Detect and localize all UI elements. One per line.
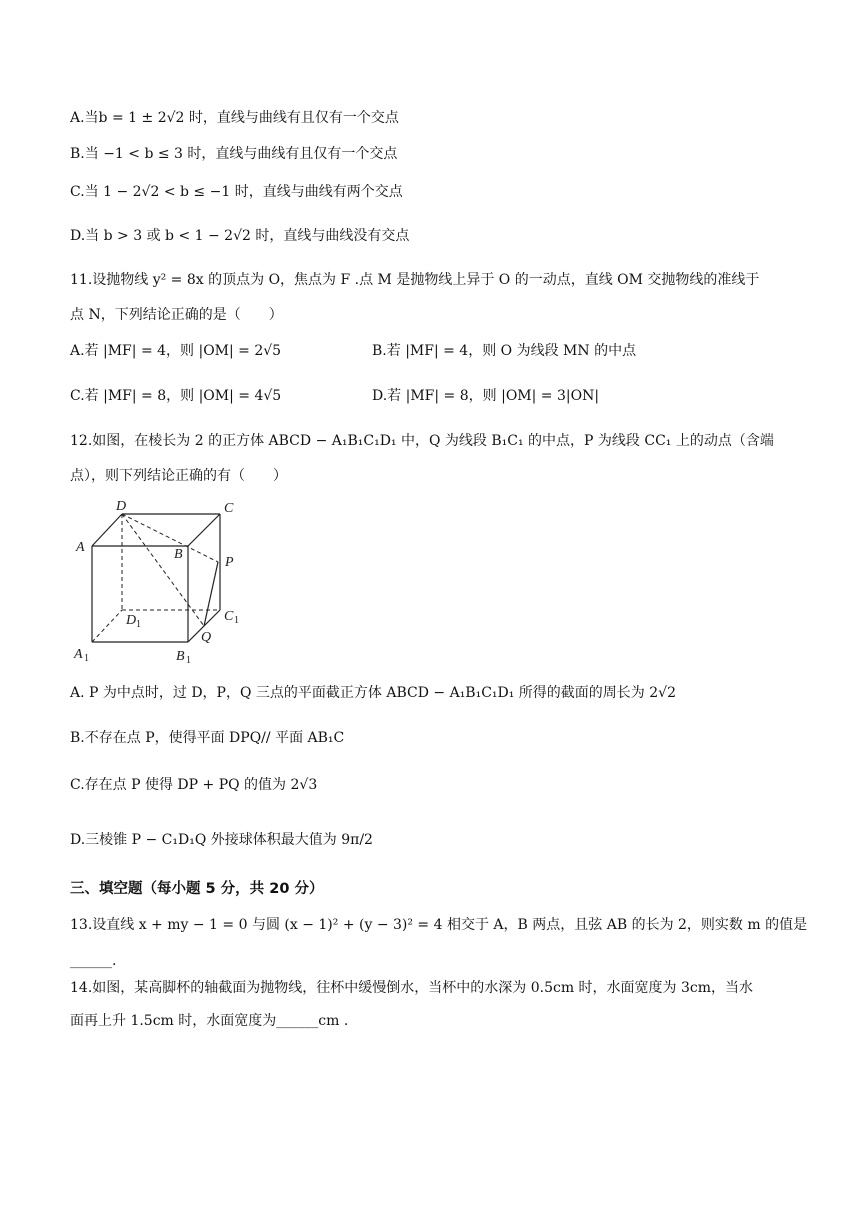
- q11-option-b: B.若 |MF| = 4，则 O 为线段 MN 的中点: [372, 343, 637, 359]
- label-B1: B: [176, 649, 185, 664]
- label-B1-sub: 1: [186, 655, 191, 666]
- q14-line1: 14.如图，某高脚杯的轴截面为抛物线，往杯中缓慢倒水，当杯中的水深为 0.5cm 时，水面宽度为 3cm，当水: [70, 980, 754, 996]
- q11-stem-line2: 点 N，下列结论正确的是（ ）: [70, 307, 283, 323]
- label-C: C: [224, 501, 234, 516]
- label-Q: Q: [201, 630, 212, 645]
- segment-QP: [204, 562, 218, 626]
- edge-AD: [92, 514, 122, 546]
- q11-option-d: D.若 |MF| = 8，则 |OM| = 3|ON|: [372, 388, 600, 404]
- q11-stem-line1: 11.设抛物线 y² = 8x 的顶点为 O，焦点为 F .点 M 是抛物线上异于 O 的一动点，直线 OM 交抛物线的准线于: [70, 272, 760, 288]
- label-P: P: [225, 555, 234, 570]
- q12-option-b: B.不存在点 P，使得平面 DPQ// 平面 AB₁C: [70, 730, 345, 746]
- segment-DP: [122, 514, 218, 562]
- q12-option-d: D.三棱锥 P − C₁D₁Q 外接球体积最大值为 9π/2: [70, 832, 373, 848]
- label-D1-sub: 1: [136, 619, 141, 630]
- q10-option-a: A.当b = 1 ± 2√2 时，直线与曲线有且仅有一个交点: [70, 110, 399, 126]
- label-C1: C: [224, 609, 234, 624]
- q10-option-c: C.当 1 − 2√2 < b ≤ −1 时，直线与曲线有两个交点: [70, 184, 403, 200]
- q11-option-c: C.若 |MF| = 8，则 |OM| = 4√5: [70, 388, 282, 404]
- cube-figure: [70, 496, 250, 668]
- label-C1-sub: 1: [234, 615, 239, 626]
- q12-stem-line1: 12.如图，在棱长为 2 的正方体 ABCD − A₁B₁C₁D₁ 中，Q 为线段 B₁C₁ 的中点，P 为线段 CC₁ 上的动点（含端: [70, 433, 774, 449]
- label-D1: D: [126, 613, 137, 628]
- section3-title: 三、填空题（每小题 5 分，共 20 分）: [70, 881, 324, 897]
- edge-A1D1-hidden: [92, 610, 122, 642]
- q10-option-d: D.当 b > 3 或 b < 1 − 2√2 时，直线与曲线没有交点: [70, 228, 410, 244]
- label-A: A: [76, 540, 85, 555]
- q12-stem-line2: 点），则下列结论正确的有（ ）: [70, 468, 287, 484]
- q10-option-b: B.当 −1 < b ≤ 3 时，直线与曲线有且仅有一个交点: [70, 146, 398, 162]
- q12-option-c: C.存在点 P 使得 DP + PQ 的值为 2√3: [70, 777, 318, 793]
- edge-BC: [188, 514, 220, 546]
- q13-line1: 13.设直线 x + my − 1 = 0 与圆 (x − 1)² + (y − 3)² = 4 相交于 A，B 两点，且弦 AB 的长为 2，则实数 m 的值是: [70, 917, 808, 933]
- label-D: D: [116, 499, 127, 514]
- segment-DQ: [122, 514, 204, 626]
- q14-line2: 面再上升 1.5cm 时，水面宽度为______cm .: [70, 1013, 349, 1029]
- label-A1: A: [74, 647, 83, 662]
- label-B: B: [174, 547, 183, 562]
- q11-option-a: A.若 |MF| = 4，则 |OM| = 2√5: [70, 343, 282, 359]
- q12-option-a: A. P 为中点时，过 D，P，Q 三点的平面截正方体 ABCD − A₁B₁C₁D₁ 所得的截面的周长为 2√2: [70, 685, 676, 701]
- label-A1-sub: 1: [84, 653, 89, 664]
- q13-line2: ______.: [70, 953, 117, 969]
